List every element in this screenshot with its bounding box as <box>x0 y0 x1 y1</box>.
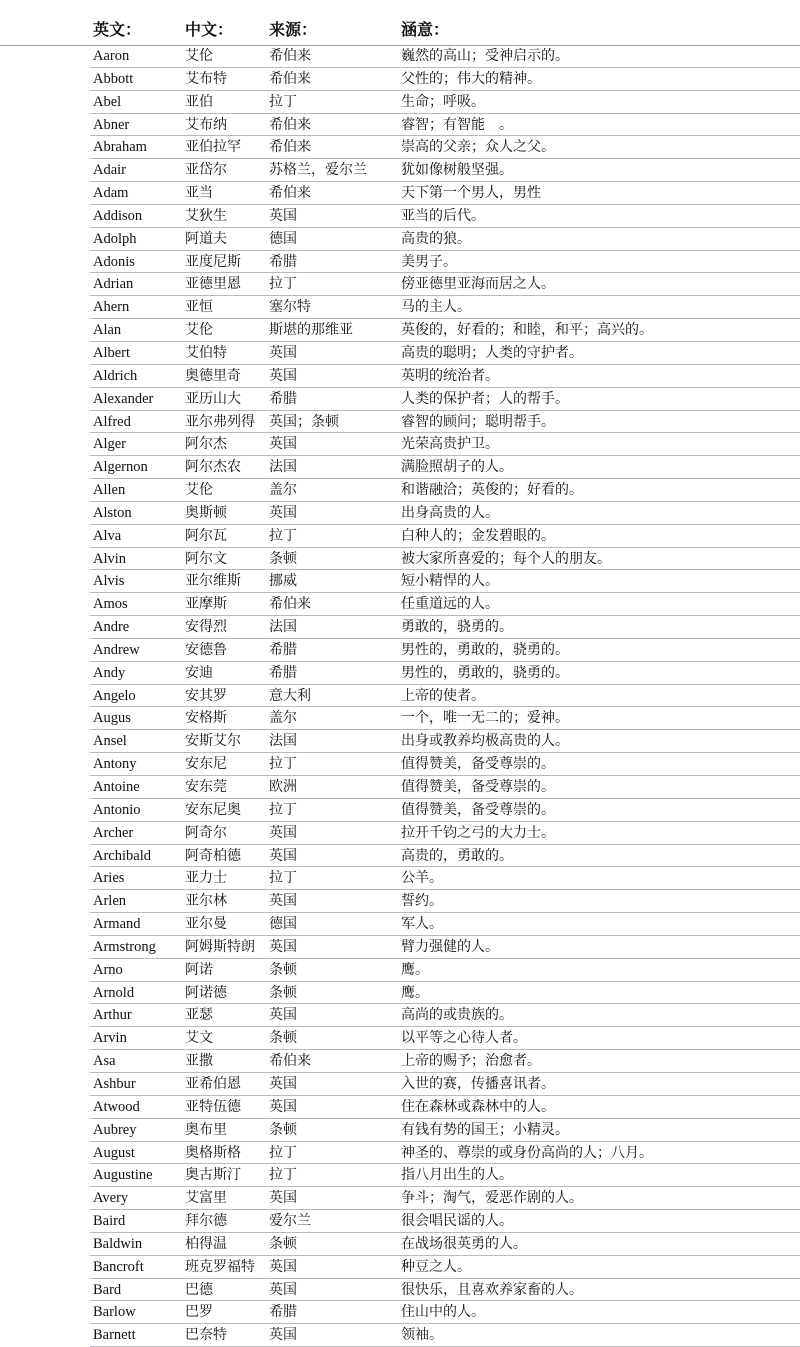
table-row <box>0 91 800 114</box>
cell-meaning: 和谐融洽；英俊的；好看的。 <box>401 482 583 499</box>
cell-meaning: 崇高的父亲；众人之父。 <box>401 139 555 156</box>
cell-chinese: 亚历山大 <box>185 390 241 407</box>
cell-origin: 拉丁 <box>269 1167 297 1184</box>
cell-chinese: 阿姆斯特朗 <box>185 938 255 955</box>
cell-meaning: 犹如像树般坚强。 <box>401 162 513 179</box>
cell-english: Andrew <box>93 641 140 658</box>
cell-chinese: 亚伯拉罕 <box>185 139 241 156</box>
table-row <box>0 1142 800 1165</box>
table-row <box>0 68 800 91</box>
cell-chinese: 亚瑟 <box>185 1007 213 1024</box>
table-row <box>0 707 800 730</box>
cell-meaning: 拉开千钧之弓的大力士。 <box>401 824 555 841</box>
cell-origin: 希伯来 <box>269 139 311 156</box>
cell-meaning: 亚当的后代。 <box>401 207 485 224</box>
cell-meaning: 高尚的或贵族的。 <box>401 1007 513 1024</box>
cell-english: Angelo <box>93 687 136 704</box>
cell-english: Antonio <box>93 801 141 818</box>
cell-meaning: 鹰。 <box>401 961 429 978</box>
cell-origin: 拉丁 <box>269 756 297 773</box>
cell-origin: 英国 <box>269 1281 297 1298</box>
cell-chinese: 亚当 <box>185 185 213 202</box>
cell-origin: 英国 <box>269 1098 297 1115</box>
table-row <box>0 251 800 274</box>
table-row <box>0 1210 800 1233</box>
cell-english: Abel <box>93 93 122 110</box>
cell-meaning: 天下第一个男人，男性 <box>401 185 541 202</box>
cell-chinese: 阿尔杰 <box>185 436 227 453</box>
table-row <box>0 936 800 959</box>
cell-origin: 拉丁 <box>269 276 297 293</box>
cell-english: Baldwin <box>93 1235 143 1252</box>
cell-meaning: 有钱有势的国王；小精灵。 <box>401 1121 569 1138</box>
cell-english: August <box>93 1144 135 1161</box>
cell-english: Archer <box>93 824 134 841</box>
cell-meaning: 指八月出生的人。 <box>401 1167 513 1184</box>
table-row <box>0 525 800 548</box>
cell-english: Abraham <box>93 139 147 156</box>
cell-origin: 拉丁 <box>269 527 297 544</box>
cell-english: Alva <box>93 527 122 544</box>
cell-origin: 拉丁 <box>269 93 297 110</box>
cell-chinese: 奥布里 <box>185 1121 227 1138</box>
table-row <box>0 1164 800 1187</box>
cell-meaning: 在战场很英勇的人。 <box>401 1235 527 1252</box>
cell-meaning: 值得赞美，备受尊崇的。 <box>401 756 555 773</box>
cell-meaning: 上帝的使者。 <box>401 687 485 704</box>
cell-chinese: 艾伦 <box>185 322 213 339</box>
cell-meaning: 高贵的，勇敢的。 <box>401 847 513 864</box>
cell-meaning: 争斗；淘气，爱恶作剧的人。 <box>401 1190 583 1207</box>
cell-english: Avery <box>93 1190 129 1207</box>
table-row <box>0 662 800 685</box>
cell-chinese: 艾狄生 <box>185 207 227 224</box>
table-row <box>0 182 800 205</box>
cell-chinese: 巴德 <box>185 1281 213 1298</box>
cell-chinese: 艾文 <box>185 1030 213 1047</box>
cell-origin: 法国 <box>269 459 297 476</box>
table-row <box>0 1256 800 1279</box>
cell-meaning: 臂力强健的人。 <box>401 938 499 955</box>
table-row <box>0 867 800 890</box>
table-row <box>0 411 800 434</box>
cell-english: Archibald <box>93 847 151 864</box>
cell-origin: 希腊 <box>269 641 297 658</box>
cell-chinese: 奥德里奇 <box>185 367 241 384</box>
cell-meaning: 值得赞美，备受尊崇的。 <box>401 779 555 795</box>
cell-meaning: 出身高贵的人。 <box>401 504 499 521</box>
cell-chinese: 巴罗 <box>185 1304 213 1321</box>
cell-meaning: 巍然的高山；受神启示的。 <box>401 48 569 64</box>
cell-chinese: 亚德里恩 <box>185 276 241 293</box>
cell-chinese: 阿奇尔 <box>185 824 227 841</box>
cell-origin: 挪威 <box>269 573 297 590</box>
cell-chinese: 奥格斯格 <box>185 1144 241 1161</box>
cell-origin: 希腊 <box>269 1304 297 1321</box>
cell-english: Alger <box>93 436 127 453</box>
cell-english: Andy <box>93 664 126 681</box>
cell-chinese: 亚希伯恩 <box>185 1075 241 1092</box>
cell-english: Bancroft <box>93 1258 144 1275</box>
table-row <box>0 1119 800 1142</box>
cell-english: Abbott <box>93 70 134 87</box>
header-meaning: 涵意： <box>401 20 450 39</box>
cell-origin: 盖尔 <box>269 710 297 727</box>
cell-english: Alvis <box>93 573 125 590</box>
cell-origin: 法国 <box>269 619 297 636</box>
cell-origin: 英国 <box>269 436 297 453</box>
cell-english: Albert <box>93 344 131 361</box>
cell-english: Augustine <box>93 1167 153 1184</box>
cell-origin: 欧洲 <box>269 779 297 795</box>
table-row <box>0 1233 800 1256</box>
cell-meaning: 种豆之人。 <box>401 1258 471 1275</box>
cell-origin: 英国 <box>269 504 297 521</box>
table-row <box>0 1301 800 1324</box>
cell-english: Alfred <box>93 413 131 430</box>
cell-english: Alston <box>93 504 132 521</box>
cell-origin: 希伯来 <box>269 1053 311 1070</box>
cell-english: Ahern <box>93 299 130 316</box>
cell-chinese: 亚尔曼 <box>185 916 227 933</box>
cell-origin: 斯堪的那维亚 <box>269 322 353 339</box>
cell-origin: 希腊 <box>269 253 297 270</box>
cell-chinese: 班克罗福特 <box>185 1258 255 1275</box>
cell-origin: 希腊 <box>269 390 297 407</box>
cell-chinese: 安东莞 <box>185 779 227 795</box>
cell-origin: 希伯来 <box>269 185 311 202</box>
cell-origin: 希伯来 <box>269 70 311 87</box>
cell-origin: 苏格兰，爱尔兰 <box>269 162 367 179</box>
table-row <box>0 273 800 296</box>
cell-meaning: 值得赞美，备受尊崇的。 <box>401 801 555 818</box>
cell-origin: 德国 <box>269 916 297 933</box>
cell-english: Alexander <box>93 390 154 407</box>
cell-chinese: 安德鲁 <box>185 641 227 658</box>
table-row <box>0 228 800 251</box>
cell-meaning: 很快乐，且喜欢养家畜的人。 <box>401 1281 583 1298</box>
cell-chinese: 安其罗 <box>185 687 227 704</box>
table-row <box>0 136 800 159</box>
cell-meaning: 领袖。 <box>401 1327 443 1344</box>
cell-meaning: 美男子。 <box>401 253 457 270</box>
cell-origin: 英国 <box>269 893 297 910</box>
cell-origin: 英国 <box>269 1258 297 1275</box>
header-chinese: 中文： <box>185 20 234 39</box>
table-row <box>0 890 800 913</box>
cell-english: Amos <box>93 596 128 613</box>
cell-chinese: 亚特伍德 <box>185 1098 241 1115</box>
cell-english: Barlow <box>93 1304 136 1321</box>
header-english: 英文： <box>93 20 142 39</box>
cell-origin: 希伯来 <box>269 596 311 613</box>
table-row <box>0 388 800 411</box>
cell-english: Aaron <box>93 48 130 64</box>
table-row <box>0 1004 800 1027</box>
cell-meaning: 睿智；有智能 。 <box>401 116 513 133</box>
cell-meaning: 被大家所喜爱的；每个人的朋友。 <box>401 550 611 567</box>
cell-chinese: 亚恒 <box>185 299 213 316</box>
cell-chinese: 亚岱尔 <box>185 162 227 179</box>
cell-meaning: 英俊的，好看的；和睦，和平；高兴的。 <box>401 322 653 339</box>
cell-meaning: 男性的，勇敢的，骁勇的。 <box>401 664 569 681</box>
cell-chinese: 亚力士 <box>185 870 227 887</box>
cell-meaning: 住在森林或森林中的人。 <box>401 1098 555 1115</box>
cell-meaning: 男性的，勇敢的，骁勇的。 <box>401 641 569 658</box>
table-row <box>0 456 800 479</box>
cell-english: Aldrich <box>93 367 138 384</box>
table-row <box>0 1187 800 1210</box>
cell-origin: 英国 <box>269 938 297 955</box>
cell-english: Armstrong <box>93 938 156 955</box>
cell-english: Barnett <box>93 1327 136 1344</box>
cell-meaning: 短小精悍的人。 <box>401 573 499 590</box>
cell-meaning: 军人。 <box>401 916 443 933</box>
table-row <box>0 159 800 182</box>
cell-english: Antony <box>93 756 137 773</box>
cell-origin: 德国 <box>269 230 297 247</box>
table-row <box>0 479 800 502</box>
header-origin: 来源： <box>269 20 318 39</box>
cell-origin: 英国 <box>269 367 297 384</box>
cell-chinese: 阿诺德 <box>185 984 227 1001</box>
table-row <box>0 593 800 616</box>
cell-meaning: 住山中的人。 <box>401 1304 485 1321</box>
cell-chinese: 亚撒 <box>185 1053 213 1070</box>
cell-meaning: 白种人的；金发碧眼的。 <box>401 527 555 544</box>
cell-origin: 盖尔 <box>269 482 297 499</box>
cell-origin: 英国 <box>269 1327 297 1344</box>
cell-origin: 塞尔特 <box>269 299 311 316</box>
cell-meaning: 公羊。 <box>401 870 443 887</box>
cell-chinese: 亚伯 <box>185 93 213 110</box>
cell-english: Alvin <box>93 550 127 567</box>
cell-chinese: 阿尔瓦 <box>185 527 227 544</box>
cell-origin: 拉丁 <box>269 870 297 887</box>
cell-chinese: 安斯艾尔 <box>185 733 241 750</box>
cell-meaning: 人类的保护者；人的帮手。 <box>401 390 569 407</box>
table-row <box>0 433 800 456</box>
cell-chinese: 阿尔杰农 <box>185 459 241 476</box>
cell-chinese: 艾布特 <box>185 70 227 87</box>
cell-meaning: 任重道远的人。 <box>401 596 499 613</box>
cell-origin: 英国 <box>269 207 297 224</box>
cell-english: Ashbur <box>93 1075 136 1092</box>
cell-english: Aubrey <box>93 1121 137 1138</box>
cell-english: Alan <box>93 322 122 339</box>
cell-english: Bard <box>93 1281 122 1298</box>
cell-english: Arno <box>93 961 123 978</box>
cell-chinese: 亚摩斯 <box>185 596 227 613</box>
cell-english: Allen <box>93 482 126 499</box>
cell-origin: 英国 <box>269 847 297 864</box>
table-row <box>0 616 800 639</box>
cell-chinese: 亚尔维斯 <box>185 573 241 590</box>
table-row <box>0 845 800 868</box>
cell-chinese: 亚尔弗列得 <box>185 413 255 430</box>
cell-origin: 希伯来 <box>269 116 311 133</box>
cell-meaning: 上帝的赐予；治愈者。 <box>401 1053 541 1070</box>
cell-english: Arnold <box>93 984 135 1001</box>
cell-origin: 条顿 <box>269 550 297 567</box>
cell-chinese: 艾富里 <box>185 1190 227 1207</box>
table-row <box>0 685 800 708</box>
table-row <box>0 342 800 365</box>
cell-meaning: 傍亚德里亚海而居之人。 <box>401 276 555 293</box>
cell-chinese: 艾布纳 <box>185 116 227 133</box>
cell-meaning: 高贵的聪明；人类的守护者。 <box>401 344 583 361</box>
cell-origin: 英国 <box>269 1075 297 1092</box>
cell-chinese: 拜尔德 <box>185 1213 227 1230</box>
cell-english: Ansel <box>93 733 127 750</box>
table-row <box>0 205 800 228</box>
cell-english: Augus <box>93 710 131 727</box>
table-row <box>0 365 800 388</box>
cell-origin: 拉丁 <box>269 1144 297 1161</box>
cell-meaning: 勇敢的，骁勇的。 <box>401 619 513 636</box>
cell-chinese: 阿道夫 <box>185 230 227 247</box>
table-row <box>0 319 800 342</box>
table-row <box>0 799 800 822</box>
cell-chinese: 安迪 <box>185 664 213 681</box>
cell-chinese: 艾伦 <box>185 48 213 64</box>
cell-meaning: 生命；呼吸。 <box>401 93 485 110</box>
table-row <box>0 639 800 662</box>
cell-english: Asa <box>93 1053 116 1070</box>
cell-english: Andre <box>93 619 130 636</box>
table-row <box>0 1073 800 1096</box>
cell-english: Armand <box>93 916 141 933</box>
table-row <box>0 296 800 319</box>
cell-english: Adonis <box>93 253 135 270</box>
cell-chinese: 安得烈 <box>185 619 227 636</box>
cell-meaning: 高贵的狼。 <box>401 230 471 247</box>
table-row <box>0 45 800 68</box>
cell-origin: 拉丁 <box>269 801 297 818</box>
cell-origin: 英国 <box>269 824 297 841</box>
table-row <box>0 1324 800 1347</box>
table-row <box>0 959 800 982</box>
cell-chinese: 安东尼奥 <box>185 801 241 818</box>
cell-origin: 条顿 <box>269 1235 297 1252</box>
cell-meaning: 马的主人。 <box>401 299 471 316</box>
cell-origin: 条顿 <box>269 1121 297 1138</box>
cell-meaning: 神圣的、尊崇的或身份高尚的人；八月。 <box>401 1144 653 1161</box>
table-row <box>0 114 800 137</box>
cell-chinese: 柏得温 <box>185 1235 227 1252</box>
cell-origin: 条顿 <box>269 961 297 978</box>
cell-chinese: 艾伯特 <box>185 344 227 361</box>
cell-origin: 希伯来 <box>269 48 311 64</box>
cell-chinese: 安格斯 <box>185 710 227 727</box>
cell-meaning: 出身或教养均极高贵的人。 <box>401 733 569 750</box>
cell-english: Atwood <box>93 1098 140 1115</box>
table-row <box>0 982 800 1005</box>
cell-meaning: 很会唱民谣的人。 <box>401 1213 513 1230</box>
cell-english: Aries <box>93 870 125 887</box>
cell-english: Abner <box>93 116 130 133</box>
cell-english: Adair <box>93 162 127 179</box>
table-row <box>0 570 800 593</box>
table-row <box>0 1050 800 1073</box>
cell-origin: 意大利 <box>269 687 311 704</box>
cell-meaning: 誓约。 <box>401 893 443 910</box>
table-row <box>0 502 800 525</box>
cell-chinese: 艾伦 <box>185 482 213 499</box>
cell-chinese: 亚度尼斯 <box>185 253 241 270</box>
cell-origin: 英国 <box>269 1190 297 1207</box>
cell-english: Adolph <box>93 230 137 247</box>
table-row <box>0 1096 800 1119</box>
cell-meaning: 以平等之心待人者。 <box>401 1030 527 1047</box>
cell-meaning: 一个，唯一无二的；爱神。 <box>401 710 569 727</box>
cell-origin: 法国 <box>269 733 297 750</box>
table-body <box>0 45 800 1347</box>
table-row <box>0 1027 800 1050</box>
cell-origin: 英国；条顿 <box>269 413 339 430</box>
cell-chinese: 巴奈特 <box>185 1327 227 1344</box>
cell-chinese: 阿诺 <box>185 961 213 978</box>
cell-chinese: 奥古斯汀 <box>185 1167 241 1184</box>
cell-english: Baird <box>93 1213 126 1230</box>
cell-chinese: 阿奇柏德 <box>185 847 241 864</box>
cell-english: Antoine <box>93 779 140 795</box>
cell-meaning: 英明的统治者。 <box>401 367 499 384</box>
cell-meaning: 鹰。 <box>401 984 429 1001</box>
table-row <box>0 913 800 936</box>
cell-english: Arvin <box>93 1030 127 1047</box>
cell-english: Addison <box>93 207 143 224</box>
table-row <box>0 1279 800 1302</box>
cell-english: Arthur <box>93 1007 132 1024</box>
cell-english: Arlen <box>93 893 127 910</box>
cell-english: Algernon <box>93 459 148 476</box>
cell-meaning: 父性的；伟大的精神。 <box>401 70 541 87</box>
table-row <box>0 753 800 776</box>
cell-meaning: 光荣高贵护卫。 <box>401 436 499 453</box>
cell-meaning: 睿智的顾问；聪明帮手。 <box>401 413 555 430</box>
cell-english: Adam <box>93 185 129 202</box>
cell-meaning: 满脸照胡子的人。 <box>401 459 513 476</box>
cell-chinese: 亚尔林 <box>185 893 227 910</box>
table-row <box>0 776 800 799</box>
cell-meaning: 入世的赛，传播喜讯者。 <box>401 1075 555 1092</box>
cell-origin: 英国 <box>269 1007 297 1024</box>
cell-origin: 条顿 <box>269 984 297 1001</box>
cell-chinese: 阿尔文 <box>185 550 227 567</box>
cell-origin: 爱尔兰 <box>269 1213 311 1230</box>
cell-english: Adrian <box>93 276 134 293</box>
cell-origin: 英国 <box>269 344 297 361</box>
table-row <box>0 822 800 845</box>
cell-origin: 希腊 <box>269 664 297 681</box>
cell-chinese: 安东尼 <box>185 756 227 773</box>
table-header <box>0 15 800 46</box>
cell-chinese: 奥斯顿 <box>185 504 227 521</box>
table-row <box>0 730 800 753</box>
table-row <box>0 548 800 571</box>
cell-origin: 条顿 <box>269 1030 297 1047</box>
